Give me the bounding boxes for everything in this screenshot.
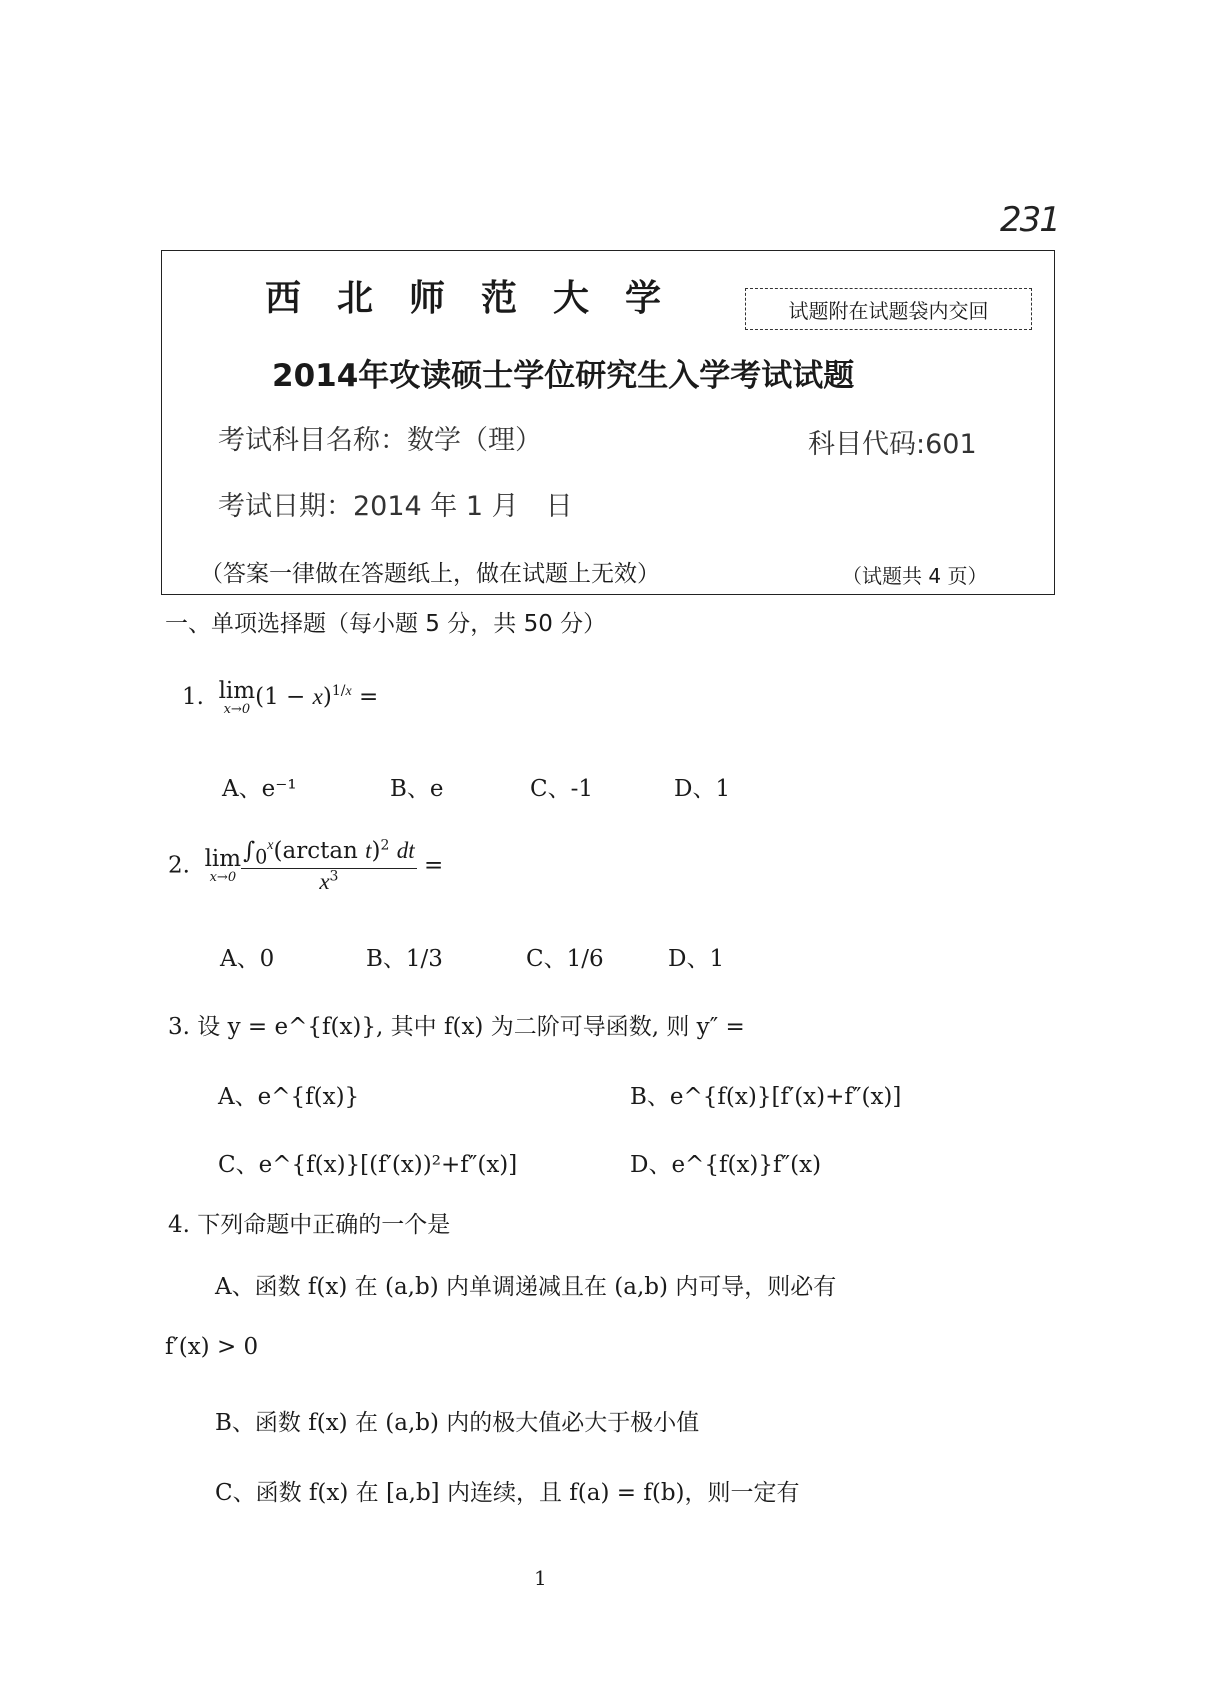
limit-expression: lim x→0 <box>204 846 242 886</box>
q2-option-b: B、1/3 <box>366 946 443 972</box>
q4-option-c: C、函数 f(x) 在 [a,b] 内连续，且 f(a) = f(b)，则一定有 <box>215 1480 800 1506</box>
question-2: 2. lim x→0 $\frac{\int_0^x(\arctan t)^2 dt}{x^3}$ = <box>168 837 444 894</box>
return-notice <box>745 288 1032 330</box>
question-3 <box>168 1008 745 1041</box>
q3-option-a: A、e^{f(x)} <box>218 1084 360 1110</box>
question-number: 2. <box>168 852 190 879</box>
fraction: $\frac{\int_0^x(\arctan t)^2 dt}{x^3}$ <box>243 837 415 894</box>
q4-option-a: A、函数 f(x) 在 (a,b) 内单调递减且在 (a,b) 内可导，则必有 <box>215 1274 837 1300</box>
question-stem: 下列命题中正确的一个是 <box>197 1212 451 1238</box>
q1-option-b: B、e <box>390 776 444 802</box>
q2-option-a: A、0 <box>220 946 275 972</box>
q3-option-b: B、e^{f(x)}[f′(x)+f″(x)] <box>630 1084 902 1110</box>
section-title: 一、单项选择题（每小题 5 分，共 50 分） <box>165 611 607 637</box>
question-number: 3. <box>168 1014 190 1040</box>
q3-option-d: D、e^{f(x)}f″(x) <box>630 1152 822 1178</box>
q1-option-a: A、e⁻¹ <box>222 776 297 802</box>
q4-option-b: B、函数 f(x) 在 (a,b) 内的极大值必大于极小值 <box>215 1410 700 1436</box>
handwritten-page-mark: 231 <box>1000 200 1059 240</box>
answer-note: （答案一律做在答题纸上，做在试题上无效） <box>200 561 660 587</box>
exam-date: 考试日期：2014 年 1 月 日 <box>218 491 573 522</box>
exam-title: 2014年攻读硕士学位研究生入学考试试题 <box>272 358 855 394</box>
q1-option-d: D、1 <box>674 776 731 802</box>
q4-option-a-cont: f′(x) > 0 <box>165 1334 259 1360</box>
subject-code: 科目代码:601 <box>808 429 977 460</box>
question-number: 4. <box>168 1212 190 1238</box>
q1-option-c: C、-1 <box>530 776 594 802</box>
question-stem: 设 y = e^{f(x)}, 其中 f(x) 为二阶可导函数, 则 y″ = <box>197 1014 745 1040</box>
subject-name: 考试科目名称：数学（理） <box>218 425 542 456</box>
question-number: 1. <box>182 684 204 710</box>
limit-expression: lim x→0 <box>218 678 256 717</box>
q3-option-c: C、e^{f(x)}[(f′(x))²+f″(x)] <box>218 1152 518 1178</box>
return-notice-text: 试题附在试题袋内交回 <box>788 298 989 323</box>
q2-option-c: C、1/6 <box>526 946 604 972</box>
q2-option-d: D、1 <box>668 946 725 972</box>
page-number: 1 <box>534 1566 547 1590</box>
university-name: 西北师范大学 <box>265 278 698 319</box>
page-count: （试题共 4 页） <box>842 564 988 588</box>
question-4 <box>168 1206 450 1239</box>
question-1: 1. lim x→0 $(1 - x)^{1/x}$ = <box>182 678 379 717</box>
